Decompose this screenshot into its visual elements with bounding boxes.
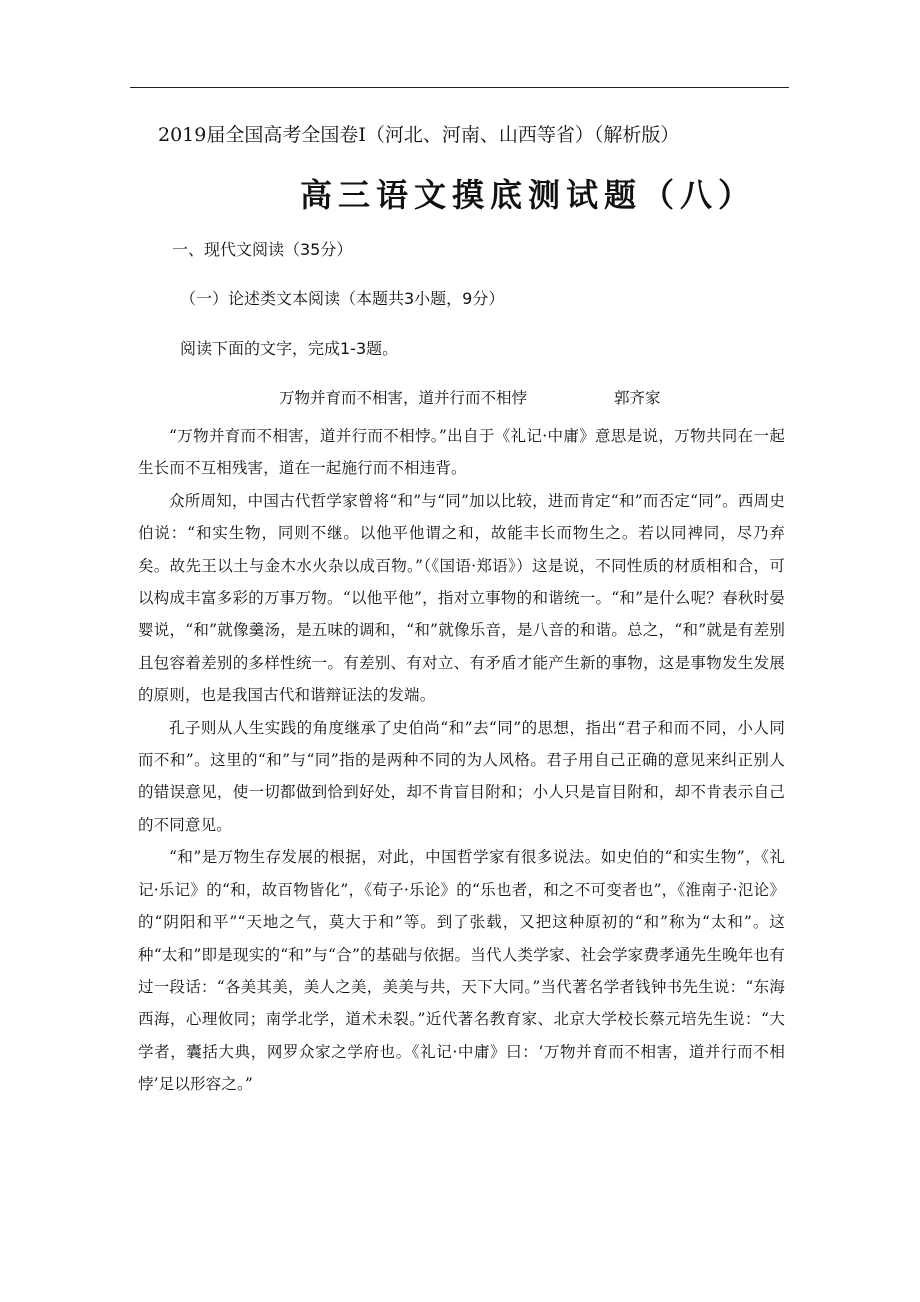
reading-instruction: 阅读下面的文字，完成1-3题。 — [180, 339, 399, 358]
article-paragraph: 孔子则从人生实践的角度继承了史伯尚“和”去“同”的思想，指出“君子和而不同，小人同而不和”。这里的“和”与“同”指的是两种不同的为人风格。君子用自己正确的意见来纠正别人的错误意见，使一切都做到恰到好处，却不肯盲目附和；小人只是盲目附和，却不肯表示自己的不同意见。 — [138, 718, 785, 834]
page-title: 高三语文摸底测试题（八） — [300, 176, 757, 214]
article-author: 郭齐家 — [614, 389, 661, 407]
article-paragraph: 众所周知，中国古代哲学家曾将“和”与“同”加以比较，进而肯定“和”而否定“同”。西周史伯说：“和实生物，同则不继。以他平他谓之和，故能丰长而物生之。若以同裨同，尽乃弃矣。故先王以土与金木水火杂以成百物。”（《国语·郑语》）这是说，不同性质的材质相和合，可以构成丰富多彩的万事万物。“以他平他”，指对立事物的和谐统一。“和”是什么呢？春秋时晏婴说，“和”就像羹汤，是五味的调和，“和”就像乐音，是八音的和谐。总之，“和”就是有差别且包容着差别的多样性统一。有差别、有对立、有矛盾才能产生新的事物，这是事物发生发展的原则，也是我国古代和谐辩证法的发端。 — [138, 491, 785, 705]
top-divider — [130, 87, 789, 88]
article-paragraph: “万物并育而不相害，道并行而不相悖。”出自于《礼记·中庸》意思是说，万物共同在一起生长而不互相残害，道在一起施行而不相违背。 — [138, 427, 785, 478]
article-title: 万物并育而不相害，道并行而不相悖 — [279, 389, 528, 407]
subsection-heading-argumentative: （一）论述类文本阅读（本题共3小题，9分） — [180, 289, 505, 308]
section-heading-reading: 一、现代文阅读（35分） — [172, 240, 353, 259]
exam-source-line: 2019届全国高考全国卷Ⅰ（河北、河南、山西等省）（解析版） — [158, 124, 680, 146]
article-paragraph: “和”是万物生存发展的根据，对此，中国哲学家有很多说法。如史伯的“和实生物”，《礼记·乐记》的“和，故百物皆化”，《荀子·乐论》的“乐也者，和之不可变者也”，《淮南子·氾论》的“阴阳和平”“天地之气，莫大于和”等。到了张载，又把这种原初的“和”称为“太和”。这种“太和”即是现实的“和”与“合”的基础与依据。当代人类学家、社会学家费孝通先生晚年也有过一段话：“各美其美，美人之美，美美与共，天下大同。”当代著名学者钱钟书先生说：“东海西海，心理攸同；南学北学，道术未裂。”近代著名教育家、北京大学校长蔡元培先生说：“大学者，囊括大典，网罗众家之学府也。《礼记·中庸》曰：‘万物并育而不相害，道并行而不相悖’足以形容之。” — [138, 848, 785, 1094]
article-body — [138, 420, 785, 1101]
